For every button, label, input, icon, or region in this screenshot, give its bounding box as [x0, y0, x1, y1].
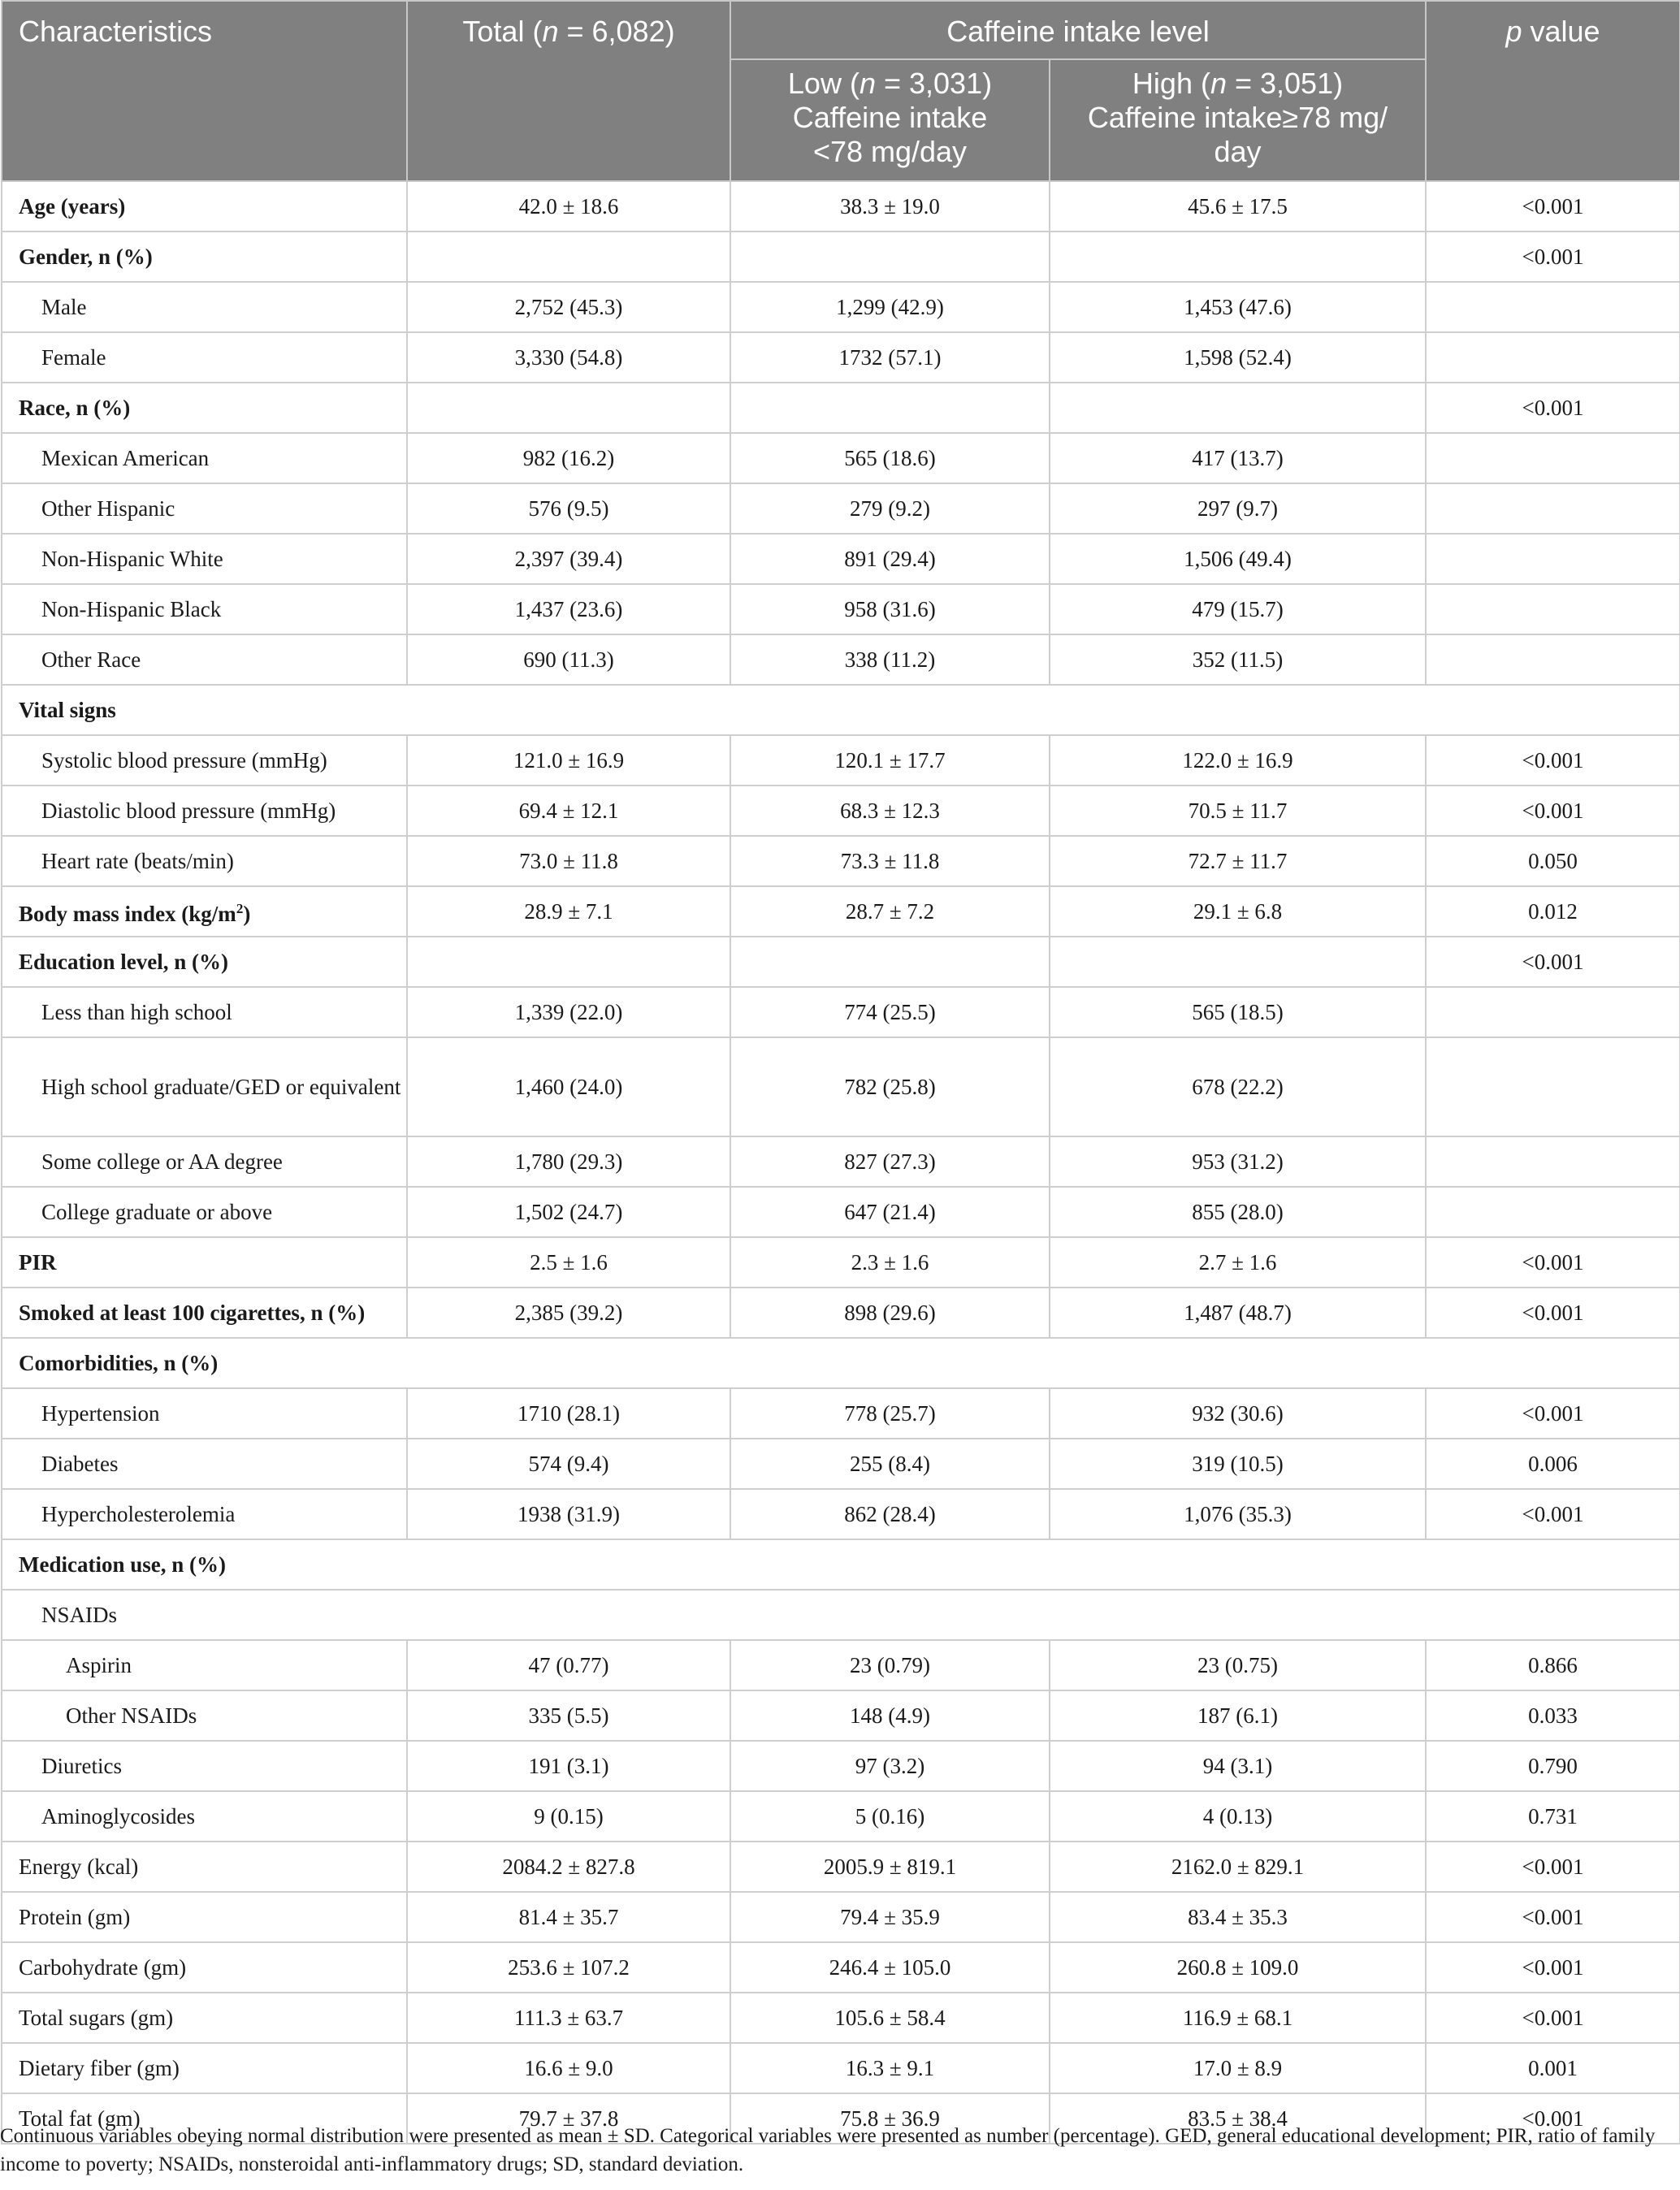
- total-value: 1,460 (24.0): [407, 1037, 730, 1136]
- row-label: Other Hispanic: [2, 483, 407, 534]
- p-value: [1426, 1187, 1680, 1237]
- high-value: [1050, 383, 1426, 433]
- table-row: [2, 735, 1680, 786]
- low-value: 2005.9 ± 819.1: [730, 1842, 1050, 1892]
- high-value: 1,076 (35.3): [1050, 1489, 1426, 1539]
- high-value: 116.9 ± 68.1: [1050, 1993, 1426, 2043]
- total-value: 1938 (31.9): [407, 1489, 730, 1539]
- total-value: 982 (16.2): [407, 433, 730, 483]
- total-value: 2,385 (39.2): [407, 1288, 730, 1338]
- table-row: [2, 1237, 1680, 1288]
- high-value: 1,487 (48.7): [1050, 1288, 1426, 1338]
- high-value: 1,598 (52.4): [1050, 332, 1426, 383]
- table-row: [2, 433, 1680, 483]
- row-label: Dietary fiber (gm): [2, 2043, 407, 2093]
- row-label: Mexican American: [2, 433, 407, 483]
- table-row: [2, 786, 1680, 836]
- low-value: 891 (29.4): [730, 534, 1050, 584]
- high-value: 70.5 ± 11.7: [1050, 786, 1426, 836]
- low-value: 246.4 ± 105.0: [730, 1942, 1050, 1993]
- low-value: 75.8 ± 36.9: [730, 2093, 1050, 2144]
- p-value: <0.001: [1426, 786, 1680, 836]
- row-label: Vital signs: [2, 685, 1680, 735]
- row-label: Some college or AA degree: [2, 1136, 407, 1187]
- low-value: 898 (29.6): [730, 1288, 1050, 1338]
- p-value: [1426, 634, 1680, 685]
- row-label: Smoked at least 100 cigarettes, n (%): [2, 1288, 407, 1338]
- high-value: 855 (28.0): [1050, 1187, 1426, 1237]
- p-value: 0.050: [1426, 836, 1680, 886]
- table-row: [2, 1993, 1680, 2043]
- p-value: [1426, 332, 1680, 383]
- table-row: [2, 937, 1680, 987]
- row-label: Race, n (%): [2, 383, 407, 433]
- low-value: 338 (11.2): [730, 634, 1050, 685]
- p-value: [1426, 1037, 1680, 1136]
- total-value: 47 (0.77): [407, 1640, 730, 1690]
- p-value: <0.001: [1426, 181, 1680, 232]
- row-label: Hypertension: [2, 1388, 407, 1439]
- table-row: [2, 1338, 1680, 1388]
- low-value: 68.3 ± 12.3: [730, 786, 1050, 836]
- table-row: [2, 1539, 1680, 1590]
- total-value: [407, 232, 730, 282]
- high-value: 4 (0.13): [1050, 1791, 1426, 1842]
- table-header: [2, 1, 1680, 181]
- row-label: Comorbidities, n (%): [2, 1338, 1680, 1388]
- p-value: <0.001: [1426, 232, 1680, 282]
- p-value: <0.001: [1426, 1288, 1680, 1338]
- table-row: [2, 634, 1680, 685]
- low-value: [730, 232, 1050, 282]
- table-row: [2, 282, 1680, 332]
- table-row: [2, 1942, 1680, 1993]
- total-value: 69.4 ± 12.1: [407, 786, 730, 836]
- table-row: [2, 1288, 1680, 1338]
- row-label: Other NSAIDs: [2, 1690, 407, 1741]
- row-label: Less than high school: [2, 987, 407, 1037]
- row-label: Gender, n (%): [2, 232, 407, 282]
- row-label: Carbohydrate (gm): [2, 1942, 407, 1993]
- low-value: 73.3 ± 11.8: [730, 836, 1050, 886]
- low-value: 148 (4.9): [730, 1690, 1050, 1741]
- table-row: [2, 1439, 1680, 1489]
- p-value: [1426, 282, 1680, 332]
- high-value: 83.4 ± 35.3: [1050, 1892, 1426, 1942]
- total-value: 2084.2 ± 827.8: [407, 1842, 730, 1892]
- total-value: 2,752 (45.3): [407, 282, 730, 332]
- table-row: [2, 1741, 1680, 1791]
- p-value: <0.001: [1426, 735, 1680, 786]
- header-p-value: p value: [1426, 1, 1680, 181]
- total-value: [407, 937, 730, 987]
- header-total: Total (n = 6,082): [407, 1, 730, 181]
- low-value: 778 (25.7): [730, 1388, 1050, 1439]
- high-value: 319 (10.5): [1050, 1439, 1426, 1489]
- high-value: 94 (3.1): [1050, 1741, 1426, 1791]
- table-row: [2, 232, 1680, 282]
- low-value: 38.3 ± 19.0: [730, 181, 1050, 232]
- row-label: Systolic blood pressure (mmHg): [2, 735, 407, 786]
- p-value: [1426, 1136, 1680, 1187]
- low-value: 782 (25.8): [730, 1037, 1050, 1136]
- header-low-intake: Low (n = 3,031) Caffeine intake <78 mg/day: [730, 59, 1050, 181]
- p-value: 0.001: [1426, 2043, 1680, 2093]
- row-label: Non-Hispanic White: [2, 534, 407, 584]
- row-label: Diabetes: [2, 1439, 407, 1489]
- table-row: [2, 1640, 1680, 1690]
- low-value: 1732 (57.1): [730, 332, 1050, 383]
- p-value: <0.001: [1426, 383, 1680, 433]
- low-value: 958 (31.6): [730, 584, 1050, 634]
- p-value: 0.790: [1426, 1741, 1680, 1791]
- p-value: <0.001: [1426, 1993, 1680, 2043]
- p-value: <0.001: [1426, 1842, 1680, 1892]
- high-value: 565 (18.5): [1050, 987, 1426, 1037]
- p-value: 0.866: [1426, 1640, 1680, 1690]
- row-label: Total fat (gm): [2, 2093, 407, 2144]
- p-value: <0.001: [1426, 937, 1680, 987]
- total-value: 2,397 (39.4): [407, 534, 730, 584]
- low-value: 827 (27.3): [730, 1136, 1050, 1187]
- total-value: 28.9 ± 7.1: [407, 886, 730, 937]
- total-value: 253.6 ± 107.2: [407, 1942, 730, 1993]
- low-value: 862 (28.4): [730, 1489, 1050, 1539]
- high-value: 122.0 ± 16.9: [1050, 735, 1426, 786]
- table-row: [2, 534, 1680, 584]
- low-value: 565 (18.6): [730, 433, 1050, 483]
- characteristics-table: [1, 0, 1680, 2145]
- high-value: 953 (31.2): [1050, 1136, 1426, 1187]
- p-value: 0.033: [1426, 1690, 1680, 1741]
- low-value: [730, 937, 1050, 987]
- table-row: [2, 987, 1680, 1037]
- row-label: Heart rate (beats/min): [2, 836, 407, 886]
- row-label: Diastolic blood pressure (mmHg): [2, 786, 407, 836]
- low-value: 279 (9.2): [730, 483, 1050, 534]
- p-value: <0.001: [1426, 1237, 1680, 1288]
- total-value: 2.5 ± 1.6: [407, 1237, 730, 1288]
- table-row: [2, 584, 1680, 634]
- p-value: [1426, 433, 1680, 483]
- row-label: PIR: [2, 1237, 407, 1288]
- table-row: [2, 836, 1680, 886]
- total-value: 121.0 ± 16.9: [407, 735, 730, 786]
- low-value: 105.6 ± 58.4: [730, 1993, 1050, 2043]
- total-value: 1,780 (29.3): [407, 1136, 730, 1187]
- p-value: <0.001: [1426, 2093, 1680, 2144]
- total-value: 576 (9.5): [407, 483, 730, 534]
- low-value: 2.3 ± 1.6: [730, 1237, 1050, 1288]
- total-value: 1710 (28.1): [407, 1388, 730, 1439]
- total-value: 191 (3.1): [407, 1741, 730, 1791]
- row-label: Female: [2, 332, 407, 383]
- header-characteristics: Characteristics: [2, 1, 407, 181]
- p-value: 0.731: [1426, 1791, 1680, 1842]
- low-value: 5 (0.16): [730, 1791, 1050, 1842]
- high-value: [1050, 232, 1426, 282]
- low-value: 97 (3.2): [730, 1741, 1050, 1791]
- low-value: 28.7 ± 7.2: [730, 886, 1050, 937]
- row-label: Medication use, n (%): [2, 1539, 1680, 1590]
- table-row: [2, 1489, 1680, 1539]
- total-value: [407, 383, 730, 433]
- total-value: 16.6 ± 9.0: [407, 2043, 730, 2093]
- high-value: 2.7 ± 1.6: [1050, 1237, 1426, 1288]
- high-value: [1050, 937, 1426, 987]
- total-value: 690 (11.3): [407, 634, 730, 685]
- p-value: [1426, 534, 1680, 584]
- total-value: 111.3 ± 63.7: [407, 1993, 730, 2043]
- high-value: 479 (15.7): [1050, 584, 1426, 634]
- low-value: 255 (8.4): [730, 1439, 1050, 1489]
- high-value: 352 (11.5): [1050, 634, 1426, 685]
- low-value: 79.4 ± 35.9: [730, 1892, 1050, 1942]
- high-value: 29.1 ± 6.8: [1050, 886, 1426, 937]
- p-value: <0.001: [1426, 1942, 1680, 1993]
- low-value: 23 (0.79): [730, 1640, 1050, 1690]
- high-value: 17.0 ± 8.9: [1050, 2043, 1426, 2093]
- p-value: [1426, 584, 1680, 634]
- p-value: <0.001: [1426, 1892, 1680, 1942]
- high-value: 1,506 (49.4): [1050, 534, 1426, 584]
- table-row: [2, 1037, 1680, 1136]
- high-value: 45.6 ± 17.5: [1050, 181, 1426, 232]
- total-value: 574 (9.4): [407, 1439, 730, 1489]
- p-value: <0.001: [1426, 1388, 1680, 1439]
- table-row: [2, 1690, 1680, 1741]
- high-value: 2162.0 ± 829.1: [1050, 1842, 1426, 1892]
- high-value: 1,453 (47.6): [1050, 282, 1426, 332]
- p-value: 0.006: [1426, 1439, 1680, 1489]
- row-label: Hypercholesterolemia: [2, 1489, 407, 1539]
- table-row: [2, 483, 1680, 534]
- high-value: 187 (6.1): [1050, 1690, 1426, 1741]
- row-label: Age (years): [2, 181, 407, 232]
- row-label: Education level, n (%): [2, 937, 407, 987]
- row-label: Body mass index $(kg/m^2)$: [2, 886, 407, 937]
- table-row: [2, 886, 1680, 937]
- low-value: 647 (21.4): [730, 1187, 1050, 1237]
- row-label: High school graduate/GED or equivalent: [2, 1037, 407, 1136]
- high-value: 932 (30.6): [1050, 1388, 1426, 1439]
- total-value: 3,330 (54.8): [407, 332, 730, 383]
- row-label: Total sugars (gm): [2, 1993, 407, 2043]
- p-value: [1426, 987, 1680, 1037]
- table-row: [2, 181, 1680, 232]
- table-row: [2, 1842, 1680, 1892]
- table-row: [2, 685, 1680, 735]
- total-value: 1,502 (24.7): [407, 1187, 730, 1237]
- total-value: 73.0 ± 11.8: [407, 836, 730, 886]
- table-row: [2, 2043, 1680, 2093]
- table-row: [2, 1388, 1680, 1439]
- table-body: [2, 181, 1680, 2144]
- high-value: 417 (13.7): [1050, 433, 1426, 483]
- total-value: 79.7 ± 37.8: [407, 2093, 730, 2144]
- total-value: 9 (0.15): [407, 1791, 730, 1842]
- low-value: 120.1 ± 17.7: [730, 735, 1050, 786]
- row-label: Diuretics: [2, 1741, 407, 1791]
- row-label: Aminoglycosides: [2, 1791, 407, 1842]
- table-row: [2, 1590, 1680, 1640]
- table-row: [2, 1136, 1680, 1187]
- table-row: [2, 1791, 1680, 1842]
- total-value: 81.4 ± 35.7: [407, 1892, 730, 1942]
- table-row: [2, 1187, 1680, 1237]
- p-value: [1426, 483, 1680, 534]
- row-label: Aspirin: [2, 1640, 407, 1690]
- total-value: 1,437 (23.6): [407, 584, 730, 634]
- row-label: Protein (gm): [2, 1892, 407, 1942]
- high-value: 23 (0.75): [1050, 1640, 1426, 1690]
- total-value: 42.0 ± 18.6: [407, 181, 730, 232]
- total-value: 335 (5.5): [407, 1690, 730, 1741]
- row-label: Energy (kcal): [2, 1842, 407, 1892]
- low-value: 16.3 ± 9.1: [730, 2043, 1050, 2093]
- row-label: NSAIDs: [2, 1590, 1680, 1640]
- p-value: 0.012: [1426, 886, 1680, 937]
- row-label: Other Race: [2, 634, 407, 685]
- high-value: 72.7 ± 11.7: [1050, 836, 1426, 886]
- high-value: 260.8 ± 109.0: [1050, 1942, 1426, 1993]
- low-value: 1,299 (42.9): [730, 282, 1050, 332]
- header-caffeine-intake-level: Caffeine intake level: [730, 1, 1426, 59]
- low-value: [730, 383, 1050, 433]
- row-label: College graduate or above: [2, 1187, 407, 1237]
- table-row: [2, 332, 1680, 383]
- table-row: [2, 383, 1680, 433]
- row-label: Male: [2, 282, 407, 332]
- p-value: <0.001: [1426, 1489, 1680, 1539]
- low-value: 774 (25.5): [730, 987, 1050, 1037]
- high-value: 297 (9.7): [1050, 483, 1426, 534]
- header-high-intake: High (n = 3,051) Caffeine intake≥78 mg/ day: [1050, 59, 1426, 181]
- high-value: 83.5 ± 38.4: [1050, 2093, 1426, 2144]
- total-value: 1,339 (22.0): [407, 987, 730, 1037]
- table-row: [2, 1892, 1680, 1942]
- row-label: Non-Hispanic Black: [2, 584, 407, 634]
- high-value: 678 (22.2): [1050, 1037, 1426, 1136]
- table-footnote: Continuous variables obeying normal distribution were presented as mean ± SD. Categorical variables were presented as number (percentage). GED, general educational development; PIR, ratio of family income to poverty; NSAIDs, nonsteroidal anti-inflammatory drugs; SD, standard deviation.: [0, 2125, 1656, 2175]
